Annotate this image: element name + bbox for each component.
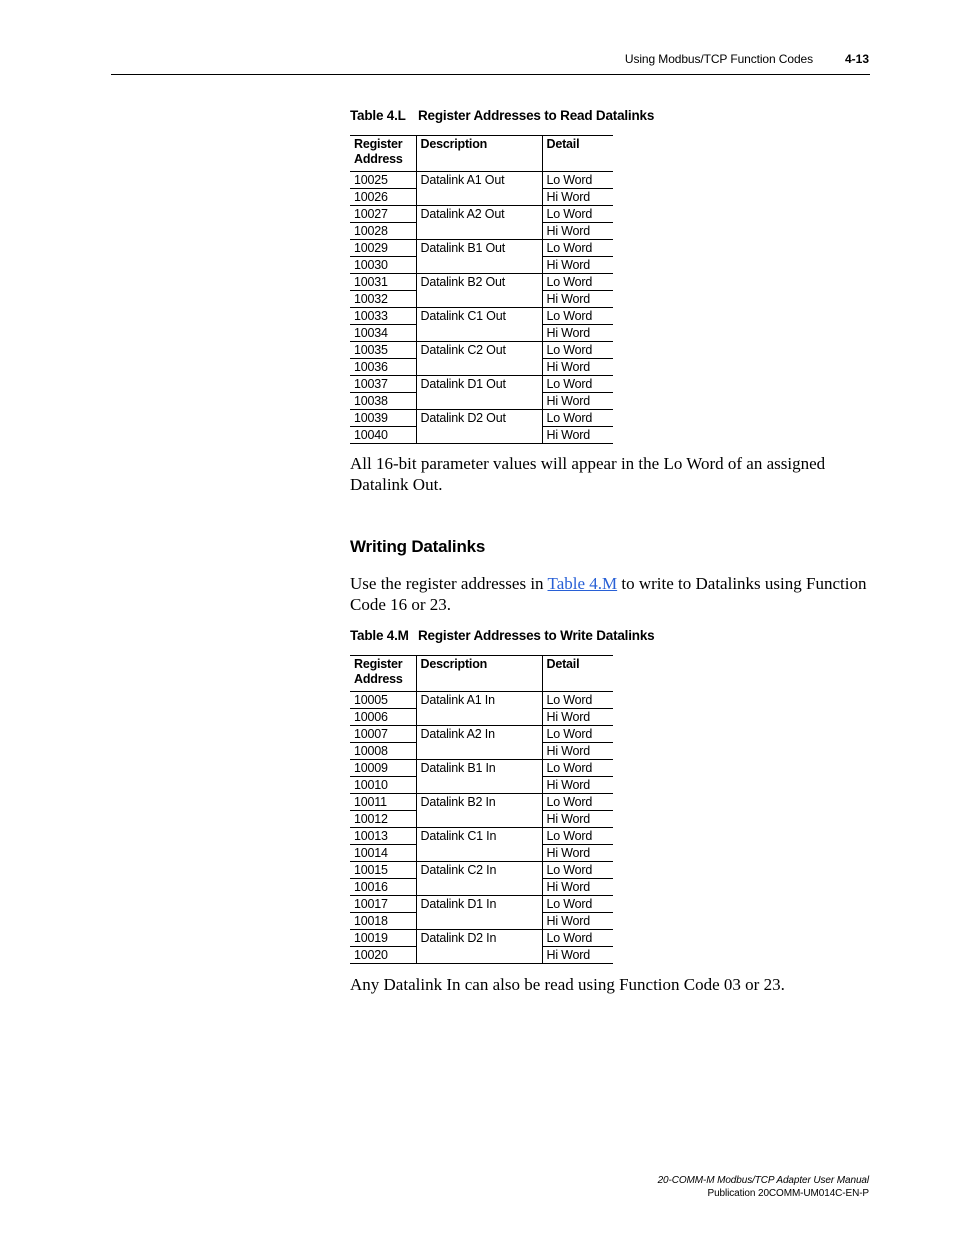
register-address-cell: 10037: [350, 376, 416, 393]
register-address-cell: 10017: [350, 896, 416, 913]
table-read-datalinks: [350, 135, 613, 444]
detail-cell: Hi Word: [542, 325, 613, 342]
table-read-caption-number: Table 4.L: [350, 108, 406, 123]
table-header-row: [350, 136, 613, 172]
detail-cell: Lo Word: [542, 342, 613, 359]
detail-cell: Lo Word: [542, 692, 613, 709]
description-cell: Datalink C1 In: [416, 828, 542, 862]
detail-cell: Lo Word: [542, 794, 613, 811]
description-cell: Datalink B1 Out: [416, 240, 542, 274]
detail-cell: Lo Word: [542, 828, 613, 845]
description-cell: Datalink D2 Out: [416, 410, 542, 444]
section-heading-writing-datalinks: Writing Datalinks: [350, 537, 486, 556]
register-address-cell: 10007: [350, 726, 416, 743]
detail-cell: Hi Word: [542, 359, 613, 376]
register-address-cell: 10038: [350, 393, 416, 410]
description-cell: Datalink A2 Out: [416, 206, 542, 240]
detail-cell: Lo Word: [542, 862, 613, 879]
register-address-cell: 10034: [350, 325, 416, 342]
detail-cell: Hi Word: [542, 427, 613, 444]
detail-cell: Lo Word: [542, 240, 613, 257]
table-write-caption-number: Table 4.M: [350, 628, 409, 643]
table-row: [350, 760, 613, 777]
description-cell: Datalink D1 Out: [416, 376, 542, 410]
detail-cell: Hi Word: [542, 189, 613, 206]
detail-cell: Hi Word: [542, 913, 613, 930]
page-number: 4-13: [844, 52, 869, 66]
register-address-cell: 10039: [350, 410, 416, 427]
table-row: [350, 692, 613, 709]
table-row: [350, 726, 613, 743]
writing-intro-text-before: Use the register addresses in: [350, 574, 548, 593]
register-address-cell: 10012: [350, 811, 416, 828]
table-row: [350, 930, 613, 947]
detail-cell: Hi Word: [542, 291, 613, 308]
table-row: [350, 240, 613, 257]
column-header-detail: Detail: [542, 136, 613, 172]
column-header-register-address: Register Address: [350, 136, 416, 172]
register-address-cell: 10025: [350, 172, 416, 189]
header-divider: [111, 74, 870, 75]
table-write-caption: [350, 628, 654, 643]
detail-cell: Hi Word: [542, 257, 613, 274]
register-address-cell: 10008: [350, 743, 416, 760]
detail-cell: Hi Word: [542, 223, 613, 240]
column-header-description: Description: [416, 136, 542, 172]
detail-cell: Lo Word: [542, 308, 613, 325]
register-address-cell: 10040: [350, 427, 416, 444]
table-row: [350, 342, 613, 359]
detail-cell: Lo Word: [542, 930, 613, 947]
description-cell: Datalink A1 Out: [416, 172, 542, 206]
table-row: [350, 828, 613, 845]
detail-cell: Lo Word: [542, 896, 613, 913]
register-address-cell: 10027: [350, 206, 416, 223]
description-cell: Datalink B2 Out: [416, 274, 542, 308]
register-address-cell: 10018: [350, 913, 416, 930]
register-address-cell: 10019: [350, 930, 416, 947]
register-address-cell: 10033: [350, 308, 416, 325]
running-header-title: Using Modbus/TCP Function Codes: [624, 52, 813, 66]
detail-cell: Lo Word: [542, 172, 613, 189]
register-address-cell: 10020: [350, 947, 416, 964]
table-write-caption-title: Register Addresses to Write Datalinks: [418, 628, 655, 643]
register-address-cell: 10014: [350, 845, 416, 862]
detail-cell: Hi Word: [542, 743, 613, 760]
register-address-cell: 10032: [350, 291, 416, 308]
register-address-cell: 10030: [350, 257, 416, 274]
column-header-description: Description: [416, 656, 542, 692]
column-header-detail: Detail: [542, 656, 613, 692]
detail-cell: Lo Word: [542, 376, 613, 393]
detail-cell: Hi Word: [542, 811, 613, 828]
description-cell: Datalink B2 In: [416, 794, 542, 828]
table-4m-link[interactable]: Table 4.M: [547, 574, 618, 593]
description-cell: Datalink A1 In: [416, 692, 542, 726]
detail-cell: Lo Word: [542, 206, 613, 223]
register-address-cell: 10028: [350, 223, 416, 240]
writing-intro-paragraph: [350, 573, 874, 615]
table-row: [350, 274, 613, 291]
table-row: [350, 794, 613, 811]
detail-cell: Hi Word: [542, 709, 613, 726]
writing-intro-text-after: to write to Datalinks using Function Code 16 or 23.: [350, 574, 867, 614]
register-address-cell: 10016: [350, 879, 416, 896]
footer-manual-title: 20-COMM-M Modbus/TCP Adapter User Manual: [657, 1175, 869, 1186]
column-header-register-address: Register Address: [350, 656, 416, 692]
table-row: [350, 896, 613, 913]
detail-cell: Hi Word: [542, 393, 613, 410]
footer-publication-number: Publication 20COMM-UM014C-EN-P: [707, 1188, 869, 1199]
description-cell: Datalink A2 In: [416, 726, 542, 760]
register-address-cell: 10005: [350, 692, 416, 709]
register-address-cell: 10031: [350, 274, 416, 291]
description-cell: Datalink C1 Out: [416, 308, 542, 342]
description-cell: Datalink D2 In: [416, 930, 542, 964]
register-address-cell: 10035: [350, 342, 416, 359]
table-row: [350, 410, 613, 427]
table-row: [350, 376, 613, 393]
table-row: [350, 172, 613, 189]
table-row: [350, 206, 613, 223]
detail-cell: Lo Word: [542, 726, 613, 743]
table-row: [350, 308, 613, 325]
detail-cell: Lo Word: [542, 410, 613, 427]
detail-cell: Hi Word: [542, 947, 613, 964]
register-address-cell: 10009: [350, 760, 416, 777]
description-cell: Datalink C2 In: [416, 862, 542, 896]
detail-cell: Hi Word: [542, 845, 613, 862]
table-read-caption-title: Register Addresses to Read Datalinks: [418, 108, 655, 123]
detail-cell: Lo Word: [542, 760, 613, 777]
register-address-cell: 10011: [350, 794, 416, 811]
description-cell: Datalink B1 In: [416, 760, 542, 794]
register-address-cell: 10026: [350, 189, 416, 206]
register-address-cell: 10010: [350, 777, 416, 794]
table-write-datalinks: [350, 655, 613, 964]
detail-cell: Lo Word: [542, 274, 613, 291]
register-address-cell: 10015: [350, 862, 416, 879]
register-address-cell: 10013: [350, 828, 416, 845]
description-cell: Datalink D1 In: [416, 896, 542, 930]
register-address-cell: 10036: [350, 359, 416, 376]
table-read-caption: [350, 108, 654, 123]
register-address-cell: 10029: [350, 240, 416, 257]
description-cell: Datalink C2 Out: [416, 342, 542, 376]
table-header-row: [350, 656, 613, 692]
register-address-cell: 10006: [350, 709, 416, 726]
table-row: [350, 862, 613, 879]
read-note-paragraph: All 16-bit parameter values will appear in the Lo Word of an assigned Datalink Out.: [350, 454, 826, 494]
write-note-paragraph: Any Datalink In can also be read using Function Code 03 or 23.: [350, 975, 785, 994]
detail-cell: Hi Word: [542, 777, 613, 794]
detail-cell: Hi Word: [542, 879, 613, 896]
